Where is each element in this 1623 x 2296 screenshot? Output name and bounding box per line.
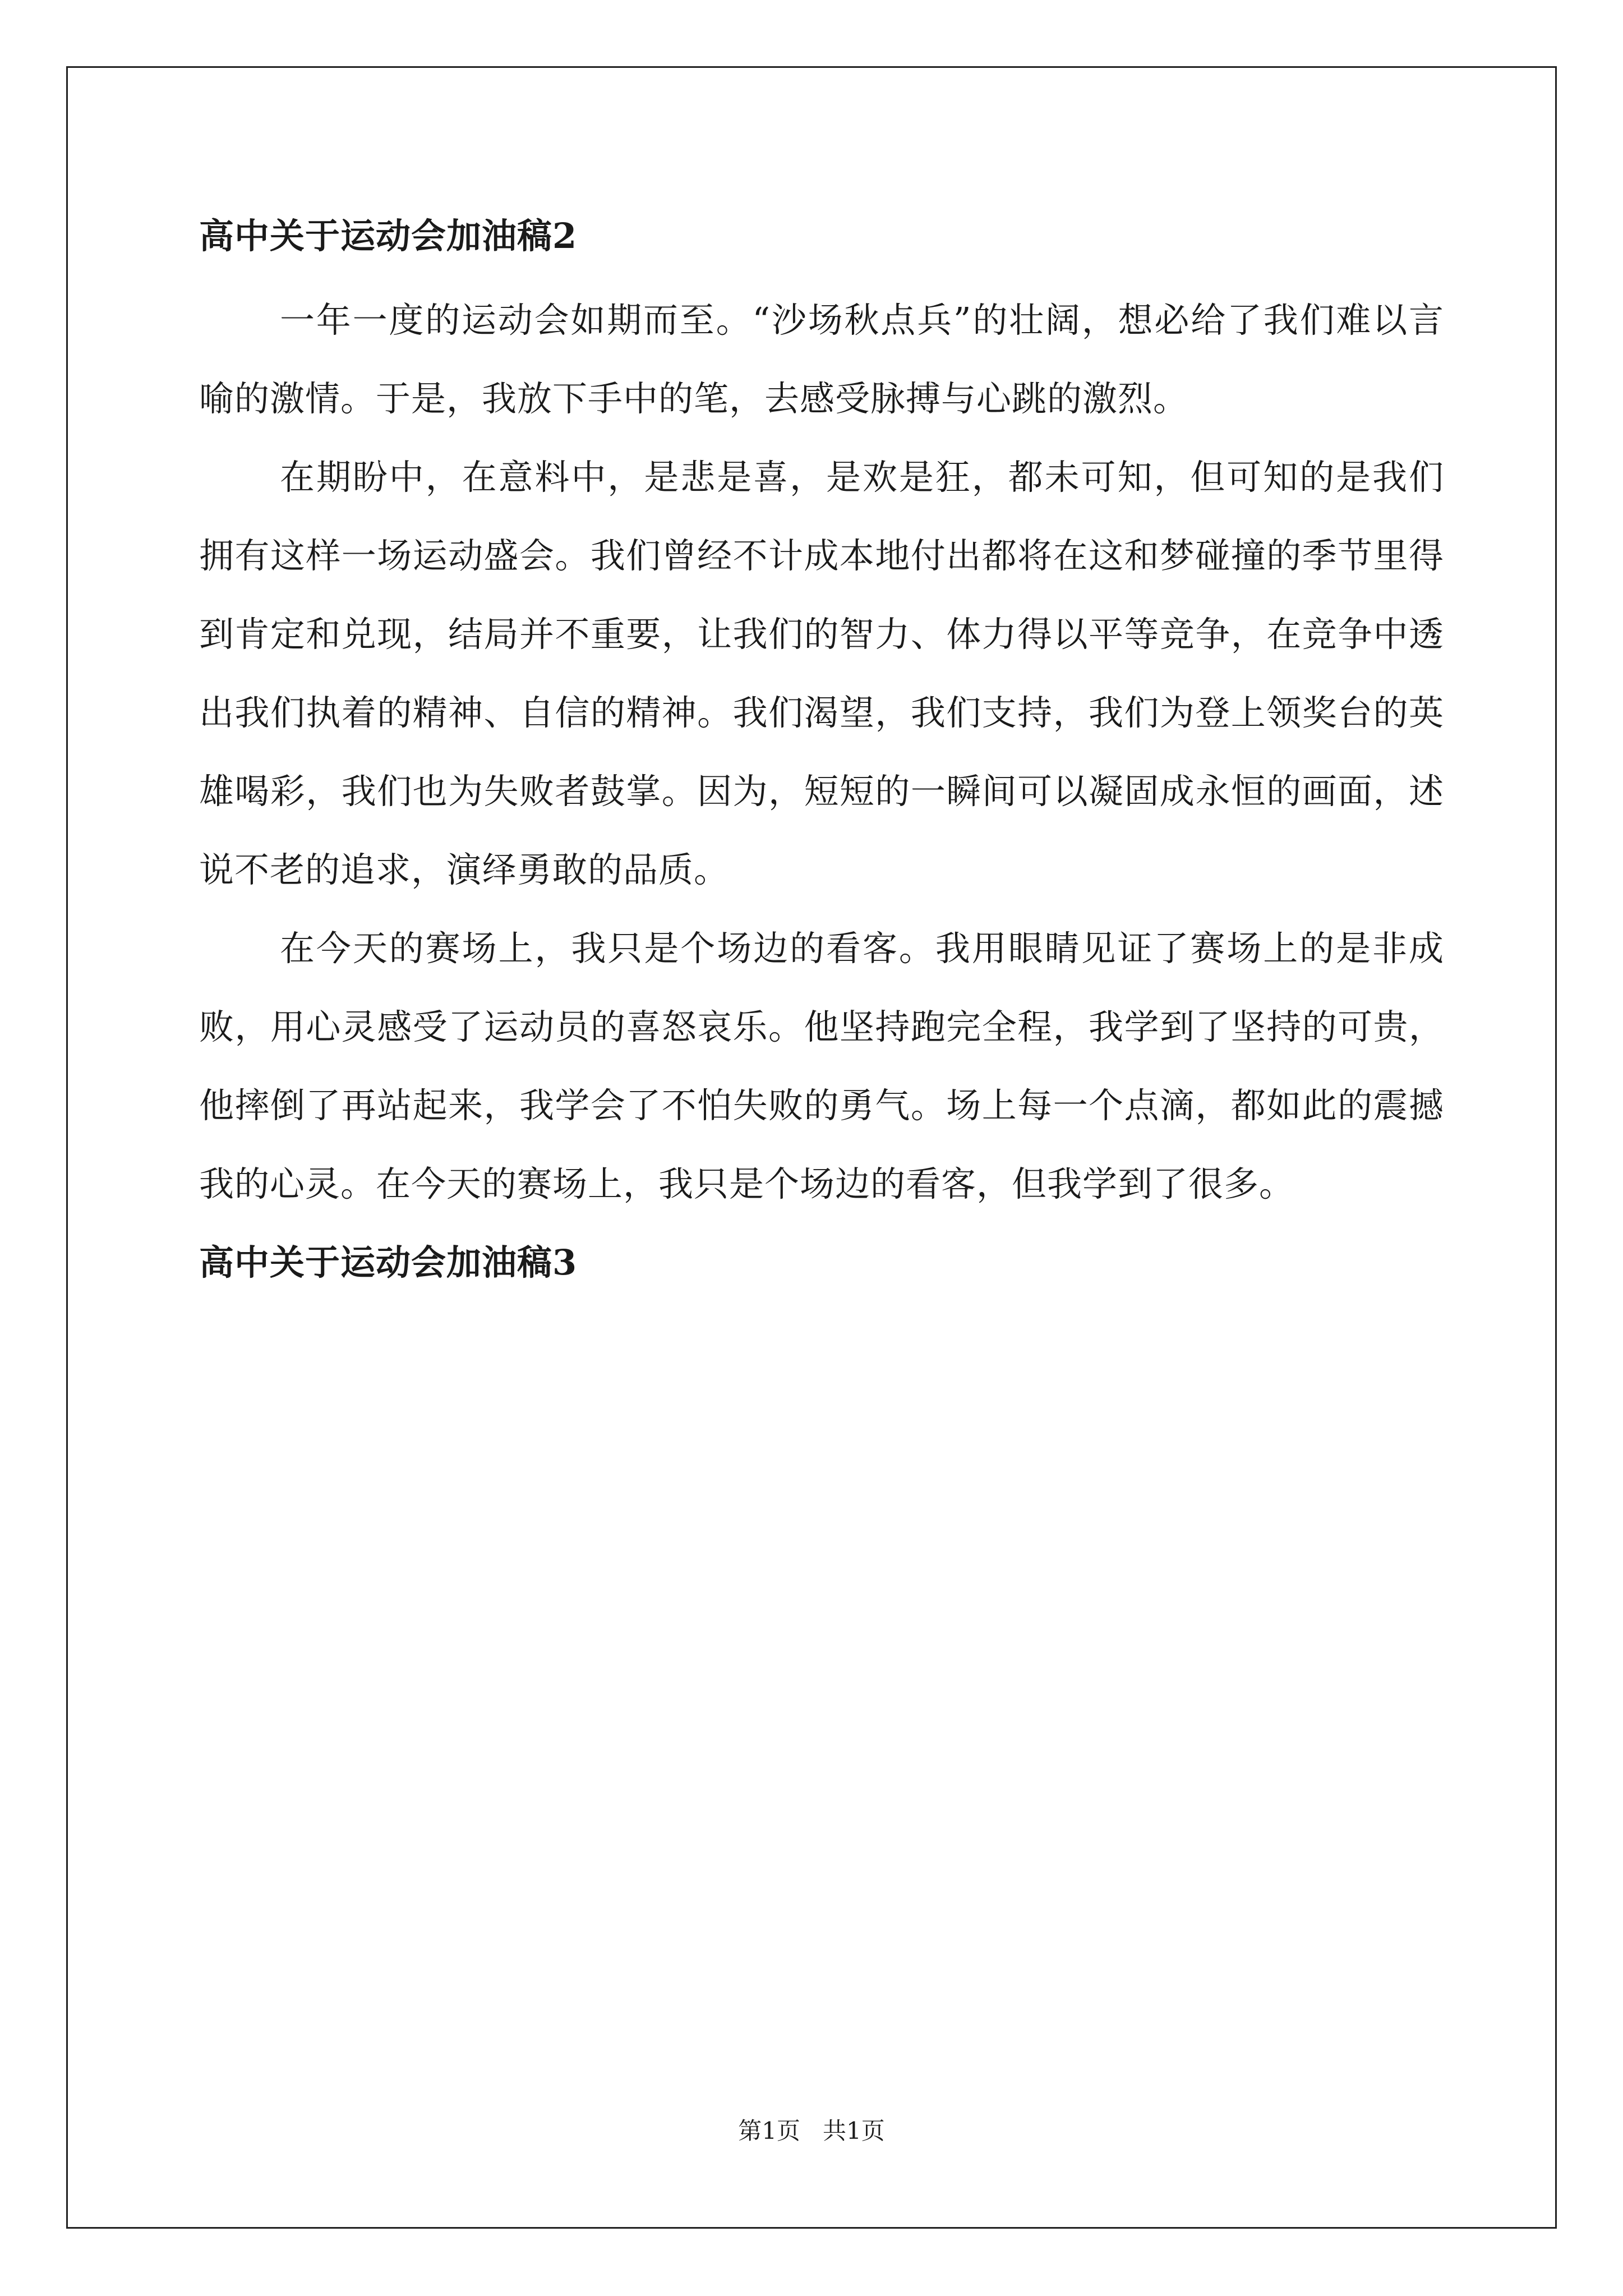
- section-heading: 高中关于运动会加油稿3: [199, 1242, 578, 1283]
- document-body: [199, 215, 1444, 1283]
- paragraph: 一年一度的运动会如期而至。“沙场秋点兵”的壮阔，想必给了我们难以言喻的激情。于是，我放下手中的笔，去感受脉搏与心跳的激烈。: [199, 300, 1444, 419]
- paragraph: 在今天的赛场上，我只是个场边的看客。我用眼睛见证了赛场上的是非成败，用心灵感受了运动员的喜怒哀乐。他坚持跑完全程，我学到了坚持的可贵，他摔倒了再站起来，我学会了不怕失败的勇气。场上每一个点滴，都如此的震撼我的心灵。在今天的赛场上，我只是个场边的看客，但我学到了很多。: [199, 928, 1444, 1204]
- paragraph: 在期盼中，在意料中，是悲是喜，是欢是狂，都未可知，但可知的是我们拥有这样一场运动盛会。我们曾经不计成本地付出都将在这和梦碰撞的季节里得到肯定和兑现，结局并不重要，让我们的智力、体力得以平等竞争，在竞争中透出我们执着的精神、自信的精神。我们渴望，我们支持，我们为登上领奖台的英雄喝彩，我们也为失败者鼓掌。因为，短短的一瞬间可以凝固成永恒的画面，述说不老的追求，演绎勇敢的品质。: [199, 457, 1444, 890]
- section-heading: 高中关于运动会加油稿2: [199, 215, 578, 256]
- page-footer: 第1页 共1页: [738, 2117, 885, 2145]
